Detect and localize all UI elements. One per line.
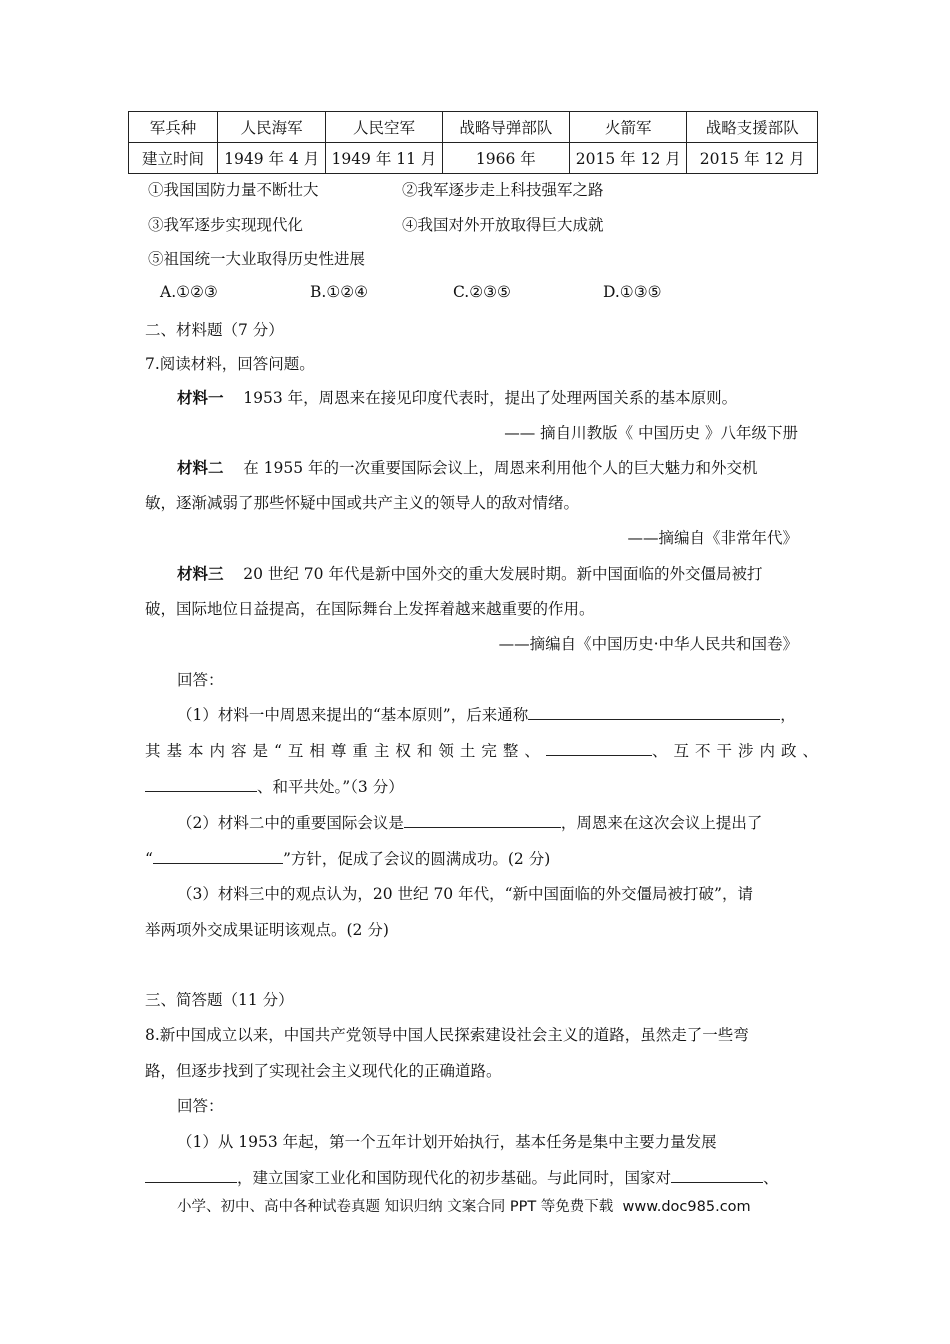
table-cell: 人民海军 — [218, 112, 326, 143]
material-source: ——摘编自《非常年代》 — [627, 529, 798, 547]
choice-d: D.①③⑤ — [603, 283, 662, 301]
answer-blank[interactable] — [153, 847, 283, 864]
question-text: “ — [145, 850, 153, 868]
material-source: ——摘编自《中国历史·中华人民共和国卷》 — [498, 635, 798, 653]
table-cell: 1949 年 4 月 — [218, 143, 326, 174]
option-1: ①我国国防力量不断壮大 — [148, 181, 319, 199]
footer-link[interactable]: www.doc985.com — [622, 1199, 751, 1215]
question-8-line2: 路，但逐步找到了实现社会主义现代化的正确道路。 — [145, 1062, 502, 1080]
question-text: 、和平共处。”（3 分） — [257, 778, 404, 796]
q7-part3-line2: 举两项外交成果证明该观点。(2 分) — [145, 921, 389, 939]
q8-part1-line2 — [145, 1166, 779, 1188]
answer-blank[interactable] — [145, 1166, 237, 1183]
material-1 — [177, 386, 737, 408]
option-4: ④我国对外开放取得巨大成就 — [402, 216, 604, 234]
answer-blank[interactable] — [145, 775, 257, 792]
table-cell: 军兵种 — [129, 112, 218, 143]
section-heading: 二、材料题（7 分） — [145, 321, 284, 339]
table-header-row — [129, 112, 818, 143]
q7-part1-line3 — [145, 775, 404, 797]
question-text: ， — [780, 706, 796, 724]
material-label: 材料三 — [177, 564, 224, 583]
table-cell: 2015 年 12 月 — [570, 143, 687, 174]
question-8-line1: 8.新中国成立以来，中国共产党领导中国人民探索建设社会主义的道路，虽然走了一些弯 — [145, 1026, 749, 1044]
question-text: ，建立国家工业化和国防现代化的初步基础。与此同时，国家对 — [237, 1169, 672, 1187]
answer-blank[interactable] — [546, 739, 652, 756]
option-2: ②我军逐步走上科技强军之路 — [402, 181, 604, 199]
material-text: 敏，逐渐减弱了那些怀疑中国或共产主义的领导人的敌对情绪。 — [145, 494, 580, 512]
question-text: （1）材料一中周恩来提出的“基本原则”，后来通称 — [177, 706, 529, 724]
q7-part1-line1 — [177, 703, 796, 725]
question-text: 、 — [763, 1169, 779, 1187]
material-3 — [177, 562, 762, 584]
q7-part1-line2 — [145, 739, 824, 761]
material-text: 20 世纪 70 年代是新中国外交的重大发展时期。新中国面临的外交僵局被打 — [243, 565, 763, 583]
question-text: ”方针，促成了会议的圆满成功。(2 分) — [282, 850, 551, 868]
table-cell: 建立时间 — [129, 143, 218, 174]
table-cell: 2015 年 12 月 — [687, 143, 818, 174]
material-source: —— 摘自川教版《 中国历史 》八年级下册 — [504, 424, 798, 442]
material-2 — [177, 456, 758, 478]
answer-blank[interactable] — [404, 811, 561, 828]
table-cell: 战略支援部队 — [687, 112, 818, 143]
table-cell: 火箭军 — [570, 112, 687, 143]
question-text: 其基本内容是“互相尊重主权和领土完整、 — [145, 742, 546, 760]
choice-a: A.①②③ — [160, 283, 218, 301]
choice-c: C.②③⑤ — [453, 283, 511, 301]
table-cell: 1949 年 11 月 — [326, 143, 442, 174]
answer-blank[interactable] — [528, 703, 780, 720]
q8-part1-line1: （1）从 1953 年起，第一个五年计划开始执行，基本任务是集中主要力量发展 — [177, 1133, 717, 1151]
option-5: ⑤祖国统一大业取得历史性进展 — [148, 250, 366, 268]
table-cell: 人民空军 — [326, 112, 442, 143]
question-7: 7.阅读材料，回答问题。 — [145, 355, 315, 373]
military-branches-table — [128, 111, 818, 174]
q7-part2-line1 — [177, 811, 762, 833]
choice-b: B.①②④ — [310, 283, 369, 301]
material-label: 材料一 — [177, 388, 224, 407]
q7-part3-line1: （3）材料三中的观点认为，20 世纪 70 年代，“新中国面临的外交僵局被打破”，请 — [177, 885, 753, 903]
question-text: ，周恩来在这次会议上提出了 — [560, 814, 763, 832]
footer — [177, 1195, 751, 1216]
material-text: 破，国际地位日益提高，在国际舞台上发挥着越来越重要的作用。 — [145, 600, 595, 618]
section-heading: 三、简答题（11 分） — [145, 991, 294, 1009]
table-row — [129, 143, 818, 174]
material-text: 在 1955 年的一次重要国际会议上，周恩来利用他个人的巨大魅力和外交机 — [243, 459, 758, 477]
material-label: 材料二 — [177, 458, 224, 477]
answer-label: 回答： — [177, 1097, 224, 1115]
answer-label: 回答： — [177, 671, 224, 689]
option-3: ③我军逐步实现现代化 — [148, 216, 304, 234]
footer-text: 小学、初中、高中各种试卷真题 知识归纳 文案合同 PPT 等免费下载 — [177, 1199, 614, 1215]
q7-part2-line2 — [145, 847, 550, 869]
answer-blank[interactable] — [671, 1166, 763, 1183]
table-cell: 战略导弹部队 — [442, 112, 569, 143]
question-text: 、互不干涉内政、 — [651, 742, 824, 760]
table-cell: 1966 年 — [442, 143, 569, 174]
question-text: （2）材料二中的重要国际会议是 — [177, 814, 404, 832]
material-text: 1953 年，周恩来在接见印度代表时，提出了处理两国关系的基本原则。 — [243, 389, 738, 407]
